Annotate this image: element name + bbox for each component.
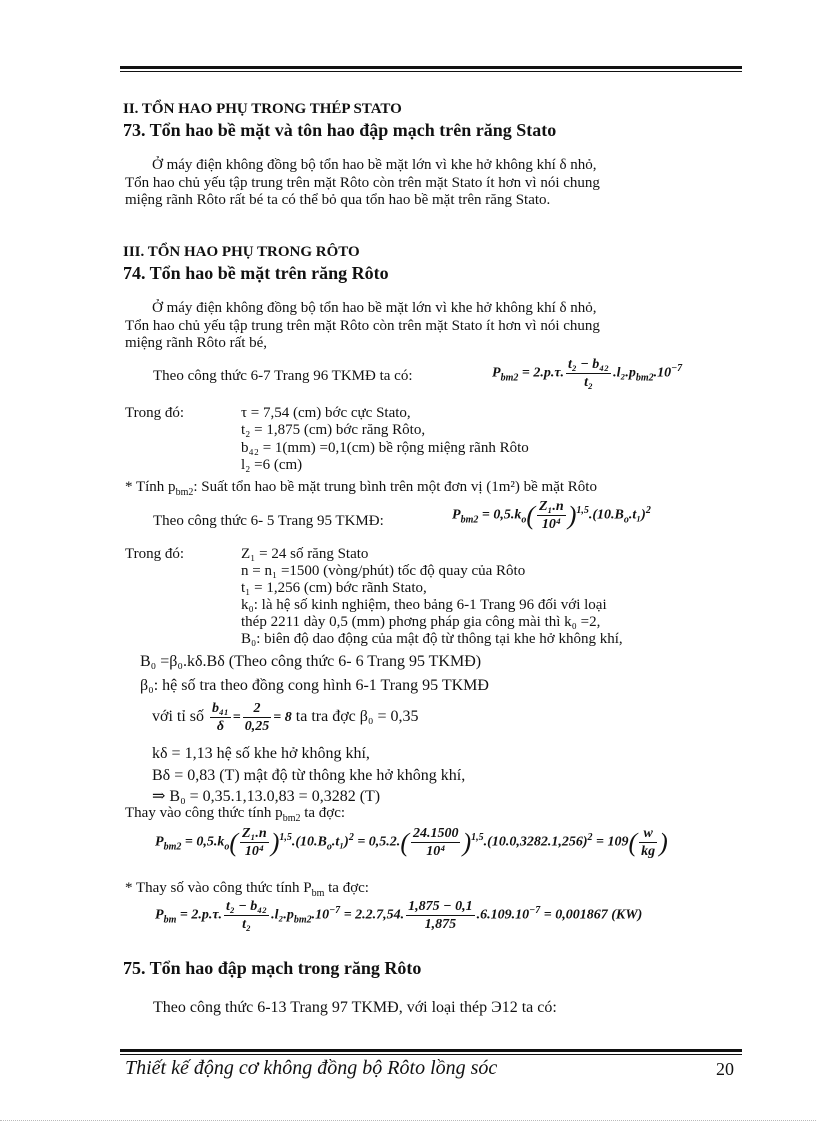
f1-part-c-sup: −7 bbox=[671, 363, 683, 375]
f3-part-a-sub: o bbox=[224, 841, 230, 853]
f4-part-b-sub: bm2 bbox=[293, 914, 312, 926]
f2-lhs: P bbox=[452, 507, 461, 523]
para-73-line1: Ở máy điện không đồng bộ tổn hao bề mặt lớn vì khe hở không khí δ nhỏ, bbox=[152, 157, 597, 173]
f3-lparen2: ( bbox=[400, 828, 409, 857]
f4-part-c: .10 bbox=[311, 907, 330, 923]
f3-rparen2: ) bbox=[462, 828, 472, 857]
footer-rule-thin bbox=[120, 1054, 742, 1055]
f2-part-c: .t₁) bbox=[628, 507, 646, 523]
bd-line: Bδ = 0,83 (T) mật độ từ thông khe hở không khí, bbox=[152, 767, 466, 784]
kd-line: kδ = 1,13 hệ số khe hở không khí, bbox=[152, 745, 370, 762]
f3-part-d: = 0,5.2. bbox=[357, 834, 401, 850]
f2-rparen: ) bbox=[567, 501, 577, 530]
t1-line: t₁ = 1,256 (cm) bớc rãnh Stato, bbox=[241, 580, 427, 596]
section-75-title: 75. Tổn hao đập mạch trong răng Rôto bbox=[123, 958, 422, 978]
f3-part-b-sub: o bbox=[326, 841, 332, 853]
f3-exp: 1,5 bbox=[279, 832, 292, 844]
f3-part-b: .(10.B bbox=[291, 834, 327, 850]
f2-part-a-sub: o bbox=[521, 514, 527, 526]
f3-num: Z₁.n bbox=[242, 826, 267, 841]
f4-part-c-sup: −7 bbox=[329, 905, 341, 917]
footer-title: Thiết kế động cơ không đồng bộ Rôto lồng sóc bbox=[125, 1057, 498, 1079]
f4-den2: 1,875 bbox=[424, 917, 457, 932]
para-74-line1: Ở máy điện không đồng bộ tổn hao bề mặt lớn vì khe hở không khí δ nhỏ, bbox=[152, 300, 597, 316]
f3-rparen3: ) bbox=[659, 828, 668, 857]
f3-part-e-sup: 2 bbox=[587, 832, 593, 844]
f3-lparen3: ( bbox=[628, 828, 638, 857]
f3-den2: 10⁴ bbox=[426, 844, 446, 859]
para-74-line3: miệng rãnh Rôto rất bé, bbox=[125, 335, 268, 351]
tau-line: τ = 7,54 (cm) bớc cực Stato, bbox=[241, 405, 411, 421]
f3-part-e: .(10.0,3282.1,256) bbox=[483, 834, 588, 850]
f1-part-b-sub: bm2 bbox=[635, 372, 654, 384]
f2-num: Z₁.n bbox=[539, 499, 564, 514]
thay1-text: Thay vào công thức tính p bbox=[125, 805, 283, 821]
star2-rest: ta đợc: bbox=[324, 880, 369, 896]
b0-result: ⇒ B₀ = 0,35.1,13.0,83 = 0,3282 (T) bbox=[152, 788, 381, 805]
l2-line: l₂ =6 (cm) bbox=[241, 457, 303, 473]
f3-lhs: P bbox=[155, 834, 164, 850]
f3-lparen: ( bbox=[229, 828, 238, 857]
header-rule-thin bbox=[120, 71, 742, 72]
f4-part-d: = 2.2.7,54. bbox=[343, 907, 405, 923]
formula-pbm-calc bbox=[155, 898, 642, 933]
ratio-den2: 0,25 bbox=[244, 719, 270, 734]
para-74-line2: Tổn hao chủ yếu tập trung trên mặt Rôto còn trên mặt Stato ít hơn vì nói chung bbox=[125, 318, 600, 334]
f3-fraction bbox=[240, 825, 269, 860]
f3-lhs-sub: bm2 bbox=[163, 841, 182, 853]
f3-exp2: 1,5 bbox=[471, 832, 484, 844]
f3-rparen: ) bbox=[270, 828, 280, 857]
formula-pbm2 bbox=[492, 356, 682, 391]
ratio-num: b₄₁ bbox=[212, 701, 229, 716]
formula-pbm2-calc bbox=[155, 825, 668, 860]
z1-line: Z₁ = 24 số răng Stato bbox=[241, 546, 369, 562]
f3-unit bbox=[639, 825, 657, 860]
section-74-title: 74. Tổn hao bề mặt trên răng Rôto bbox=[123, 263, 389, 283]
f1-part-c: .10 bbox=[653, 365, 672, 381]
formula1-intro: Theo công thức 6-7 Trang 96 TKMĐ ta có: bbox=[153, 368, 413, 384]
section-73-title: 73. Tổn hao bề mặt và tôn hao đập mạch trên răng Stato bbox=[123, 120, 557, 140]
trongdo-2: Trong đó: bbox=[125, 546, 185, 562]
star1-rest: : Suất tổn hao bề mặt trung bình trên một đơn vị (1m²) bề mặt Rôto bbox=[193, 479, 597, 495]
k0-line2: thép 2211 dày 0,5 (mm) phơng pháp gia công mài thì k₀ =2, bbox=[241, 614, 601, 630]
f4-fraction2 bbox=[406, 898, 474, 933]
f4-num: t₂ − b₄₂ bbox=[226, 899, 268, 914]
f3-num2: 24.1500 bbox=[412, 826, 459, 841]
t2-line: t₂ = 1,875 (cm) bớc răng Rôto, bbox=[241, 422, 426, 438]
star1-text: * Tính p bbox=[125, 479, 176, 495]
para-73-line2: Tổn hao chủ yếu tập trung trên mặt Rôto còn trên mặt Stato ít hơn vì nói chung bbox=[125, 175, 600, 191]
f4-part-e-sup: −7 bbox=[529, 905, 541, 917]
ratio-num2: 2 bbox=[243, 700, 272, 718]
star2-sub: bm bbox=[311, 888, 325, 899]
star1-sub: bm2 bbox=[175, 487, 194, 498]
b0-formula: B₀ =β₀.kδ.Bδ (Theo công thức 6- 6 Trang 95 TKMĐ) bbox=[140, 653, 482, 670]
ratio-den: δ bbox=[216, 719, 224, 734]
f2-part-c-sup: 2 bbox=[645, 505, 651, 517]
ratio-line: với tỉ số $\frac{\text{b₄₁}}{\delta}$ = $\frac{2}{0,25}$ = 8 ta tra đợc β₀ = 0,35 bbox=[152, 701, 419, 734]
footer-rule-thick bbox=[120, 1049, 742, 1052]
f1-part-b: .l₂.p bbox=[613, 365, 636, 381]
f2-fraction bbox=[537, 498, 566, 533]
ratio-post: ta tra đợc β₀ = 0,35 bbox=[295, 708, 419, 726]
section-3-heading: III. TỔN HAO PHỤ TRONG RÔTO bbox=[123, 244, 360, 260]
f3-fraction2 bbox=[411, 825, 461, 860]
f2-lparen: ( bbox=[526, 501, 535, 530]
f4-part-f: = 0,001867 (KW) bbox=[543, 907, 643, 923]
ratio-pre: với tỉ số bbox=[152, 708, 205, 726]
f2-part-b: .(10.B bbox=[588, 507, 624, 523]
ratio-fraction-2 bbox=[243, 700, 272, 735]
f2-lhs-sub: bm2 bbox=[460, 514, 479, 526]
f1-part-a: = 2.p.τ. bbox=[521, 365, 565, 381]
thay-vao-line bbox=[125, 805, 345, 827]
f4-den: t₂ bbox=[242, 917, 251, 932]
f3-part-f: = 109 bbox=[595, 834, 629, 850]
f1-lhs-sub: bm2 bbox=[500, 372, 519, 384]
f3-part-c-sup: 2 bbox=[348, 832, 354, 844]
ratio-fraction-1 bbox=[210, 700, 231, 735]
formula-pbm2-def bbox=[452, 498, 651, 533]
f4-fraction bbox=[224, 898, 269, 933]
f1-num: t₂ − b₄₂ bbox=[568, 357, 610, 372]
bottom-dotted-line bbox=[0, 1120, 816, 1121]
star2-text: * Thay số vào công thức tính P bbox=[125, 880, 312, 896]
beta-line: β₀: hệ số tra theo đồng cong hình 6-1 Trang 95 TKMĐ bbox=[140, 677, 489, 694]
f1-fraction bbox=[566, 356, 611, 391]
formula2-intro: Theo công thức 6- 5 Trang 95 TKMĐ: bbox=[153, 513, 384, 529]
f3-part-c: .t₁) bbox=[331, 834, 349, 850]
header-rule-thick bbox=[120, 66, 742, 69]
f1-lhs: P bbox=[492, 365, 501, 381]
f4-num2: 1,875 − 0,1 bbox=[408, 899, 473, 914]
b0-line: B₀: biên độ dao động của mật độ từ thông tại khe hở không khí, bbox=[241, 631, 623, 647]
thay1-sub: bm2 bbox=[282, 813, 301, 824]
f3-part-a: = 0,5.k bbox=[184, 834, 225, 850]
f2-den: 10⁴ bbox=[541, 517, 561, 532]
section-2-heading: II. TỔN HAO PHỤ TRONG THÉP STATO bbox=[123, 101, 402, 117]
b42-line: b₄₂ = 1(mm) =0,1(cm) bề rộng miệng rãnh Rôto bbox=[241, 440, 529, 456]
para-75-line1: Theo công thức 6-13 Trang 97 TKMĐ, với loại thép Э12 ta có: bbox=[153, 999, 557, 1016]
f3-unit-den: kg bbox=[641, 844, 656, 859]
k0-line1: k₀: là hệ số kinh nghiệm, theo bảng 6-1 Trang 96 đối với loại bbox=[241, 597, 607, 613]
f4-part-a: = 2.p.τ. bbox=[179, 907, 223, 923]
f2-part-a: = 0,5.k bbox=[481, 507, 522, 523]
f4-part-e: .6.109.10 bbox=[476, 907, 530, 923]
f4-lhs: P bbox=[155, 907, 164, 923]
para-73-line3: miệng rãnh Rôto rất bé ta có thể bỏ qua tổn hao bề mặt trên răng Stato. bbox=[125, 192, 551, 208]
page-number: 20 bbox=[716, 1059, 734, 1079]
f3-unit-num: w bbox=[639, 825, 657, 843]
thay1-rest: ta đợc: bbox=[300, 805, 346, 821]
f2-part-b-sub: o bbox=[623, 514, 629, 526]
trongdo-1: Trong đó: bbox=[125, 405, 185, 421]
f1-den: t₂ bbox=[584, 375, 593, 390]
ratio-result: = 8 bbox=[273, 710, 292, 726]
f4-part-b: .l₂.p bbox=[271, 907, 294, 923]
f3-den: 10⁴ bbox=[244, 844, 264, 859]
f2-exp: 1,5 bbox=[576, 505, 589, 517]
f4-lhs-sub: bm bbox=[163, 914, 177, 926]
n-line: n = n₁ =1500 (vòng/phút) tốc độ quay của Rôto bbox=[241, 563, 526, 579]
